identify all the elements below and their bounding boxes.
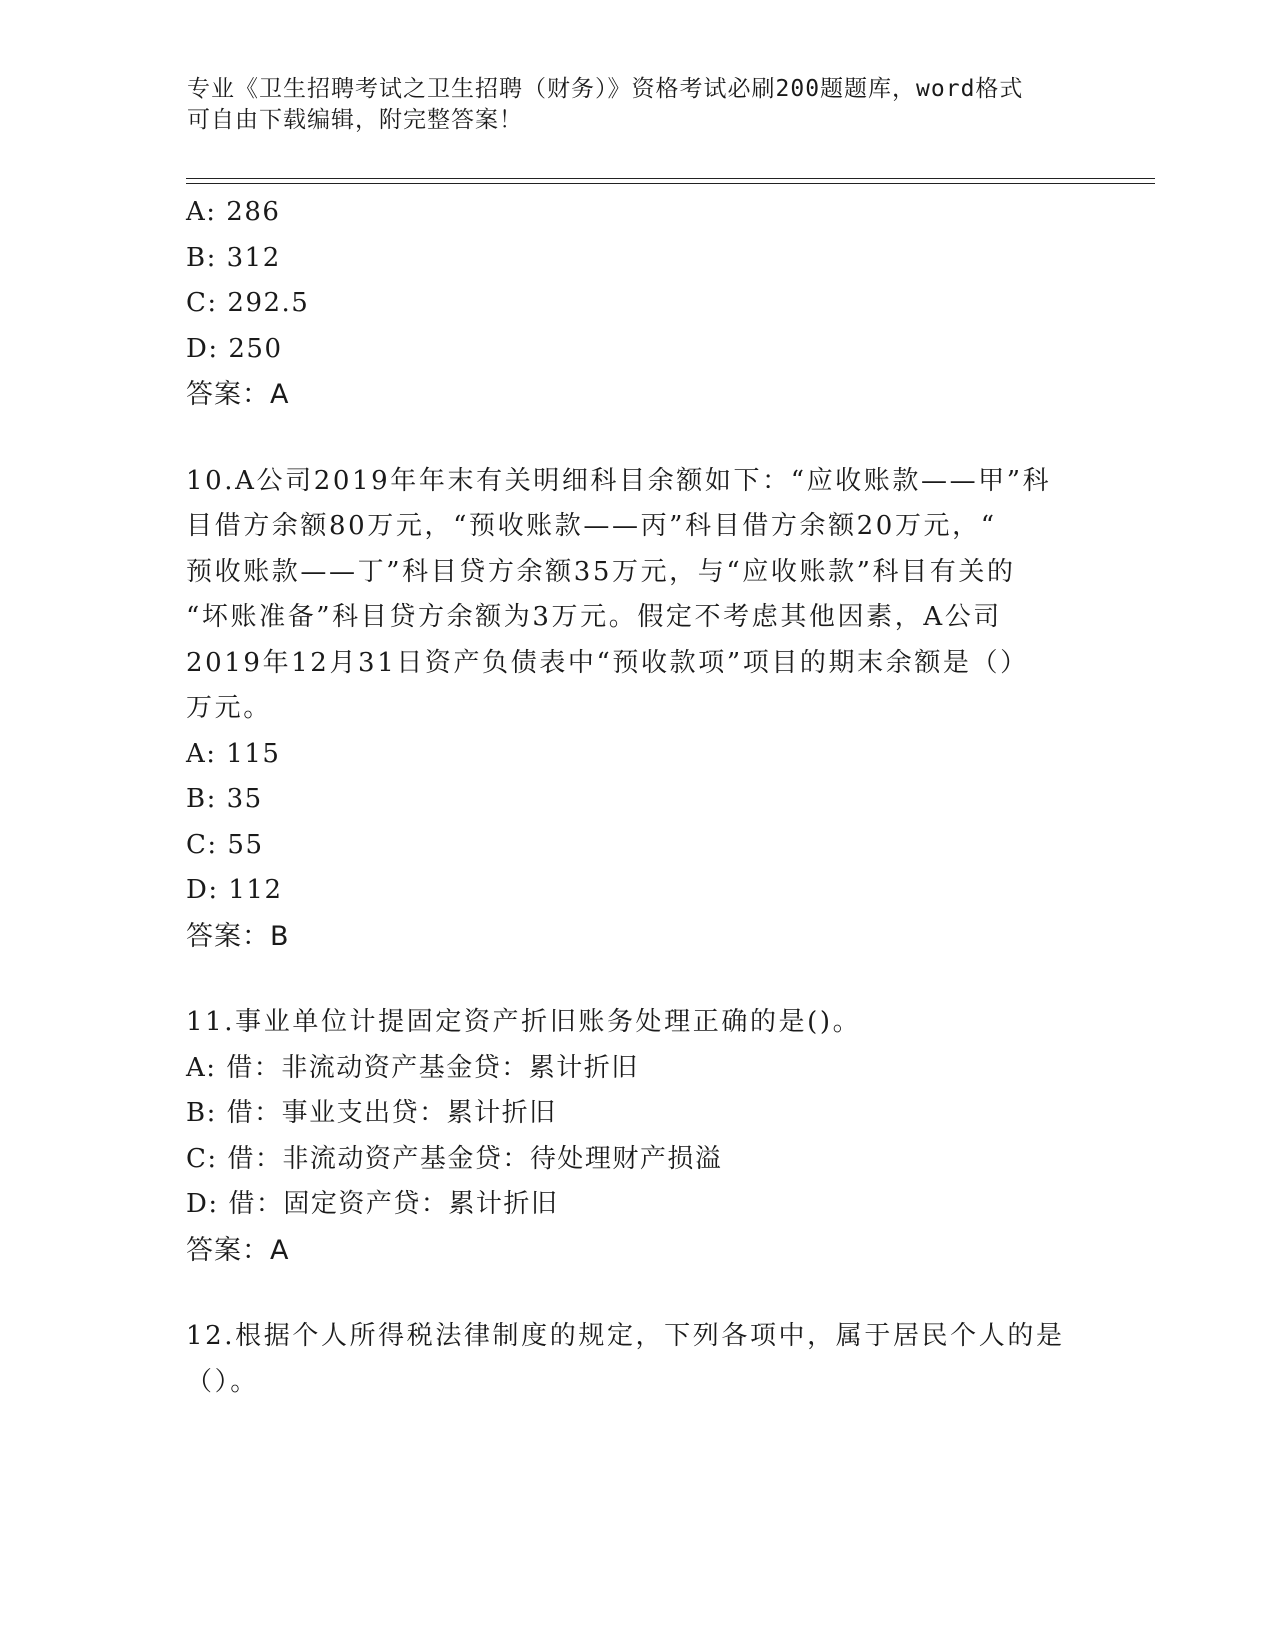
option-d: D: 112 (186, 875, 283, 905)
option-c: C: 292.5 (186, 288, 310, 318)
question-stem (186, 1314, 1086, 1405)
stem-line: 10.A公司2019年年末有关明细科目余额如下：“应收账款——甲”科 (186, 465, 1052, 496)
option-d: D: 借：固定资产贷：累计折旧 (186, 1189, 559, 1219)
option-b: B: 借：事业支出贷：累计折旧 (186, 1098, 557, 1128)
page-header (187, 74, 1087, 136)
option-a: A: 115 (186, 738, 281, 769)
stem-line: 2019年12月31日资产负债表中“预收款项”项目的期末余额是（） (186, 647, 1029, 678)
question-9-tail (186, 190, 1086, 418)
option-a: A: 借：非流动资产基金贷：累计折旧 (186, 1052, 639, 1083)
question-stem (186, 459, 1086, 732)
document-body (186, 190, 1086, 1405)
stem-line: 12.根据个人所得税法律制度的规定，下列各项中，属于居民个人的是 (186, 1321, 1065, 1351)
answer-line: 答案：B (186, 920, 290, 952)
stem-line: （）。 (186, 1366, 259, 1397)
answer-line: 答案：A (186, 379, 290, 410)
stem-line: 预收账款——丁”科目贷方余额35万元，与“应收账款”科目有关的 (186, 556, 1016, 587)
stem-line: 11.事业单位计提固定资产折旧账务处理正确的是()。 (186, 1007, 862, 1037)
stem-line: 目借方余额80万元，“预收账款——丙”科目借方余额20万元，“ (186, 511, 997, 541)
question-11 (186, 1000, 1086, 1273)
option-c: C: 借：非流动资产基金贷：待处理财产损溢 (186, 1143, 723, 1174)
option-a: A: 286 (186, 197, 281, 227)
question-12 (186, 1314, 1086, 1405)
header-line-2: 可自由下载编辑，附完整答案！ (187, 107, 523, 133)
stem-line: 万元。 (186, 693, 272, 723)
answer-line: 答案：A (186, 1234, 290, 1266)
option-c: C: 55 (186, 829, 264, 860)
header-double-rule (186, 178, 1155, 184)
question-stem (186, 1000, 1086, 1046)
header-line-1: 专业《卫生招聘考试之卫生招聘（财务）》资格考试必刷200题题库，word格式 (187, 76, 1024, 102)
option-b: B: 35 (186, 784, 263, 814)
option-d: D: 250 (186, 333, 283, 364)
option-b: B: 312 (186, 242, 281, 273)
question-10 (186, 459, 1086, 960)
stem-line: “坏账准备”科目贷方余额为3万元。假定不考虑其他因素，A公司 (186, 602, 1002, 632)
